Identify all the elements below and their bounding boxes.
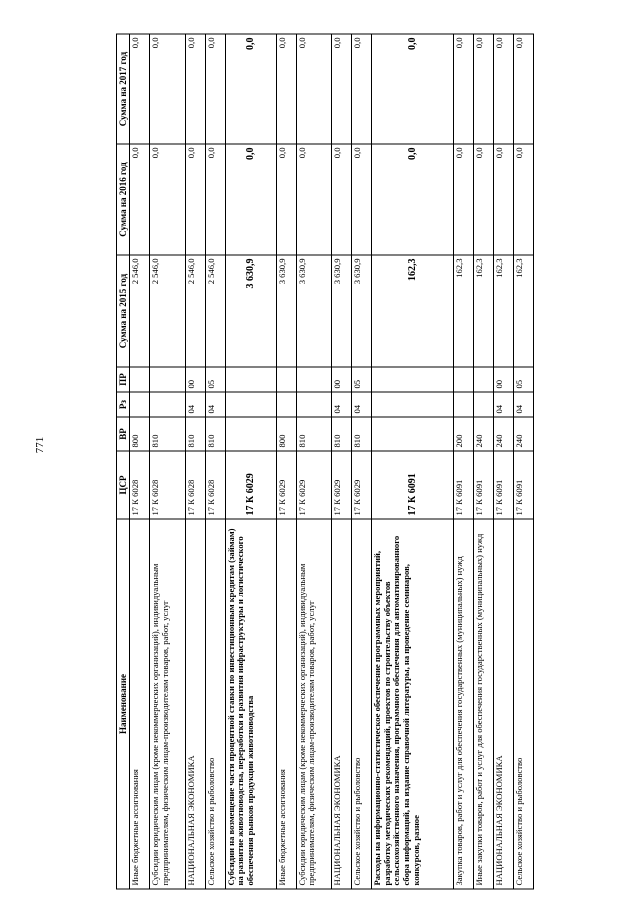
sum-2017-cell: 0,0 [453, 34, 473, 144]
rz-header: Рз [117, 392, 130, 417]
table-row [453, 34, 473, 889]
vr-cell: 810 [150, 417, 185, 451]
sum-2016-cell: 0,0 [150, 144, 185, 255]
sum-2016-cell: 0,0 [205, 144, 225, 255]
sum-2017-cell: 0,0 [205, 34, 225, 144]
sum-2016-header: Сумма на 2016 год [117, 144, 130, 255]
sum-2017-cell: 0,0 [185, 34, 205, 144]
sum-2015-cell: 2 546,0 [205, 255, 225, 367]
sum-2015-cell: 3 630,9 [296, 255, 331, 367]
name-cell: Иные бюджетные ассигнования [130, 519, 150, 889]
rz-cell: 04 [205, 392, 225, 417]
name-cell: Расходы на информационно-статистическое обеспечение программных мероприятий, разработку методических рекомендаций, проектов по строительству объектов сельскохозяйственного назначения, программного обеспечения для автоматизированного сбора информаций, на издание справочной литературы, на проведение семинаров, конкурсов, разное [372, 519, 453, 889]
sum-2017-cell: 0,0 [130, 34, 150, 144]
sum-2017-cell: 0,0 [296, 34, 331, 144]
vr-cell [225, 417, 276, 451]
sum-2017-cell: 0,0 [352, 34, 372, 144]
vr-cell: 810 [185, 417, 205, 451]
pr-cell: 00 [332, 367, 352, 392]
pr-cell [130, 367, 150, 392]
table-header [117, 34, 130, 889]
sum-2017-cell: 0,0 [513, 34, 533, 144]
pr-cell: 00 [493, 367, 513, 392]
csr-cell: 17 К 6091 [473, 451, 493, 519]
table-row [225, 34, 276, 889]
vr-cell: 240 [473, 417, 493, 451]
name-cell: Сельское хозяйство и рыболовство [513, 519, 533, 889]
vr-cell: 810 [205, 417, 225, 451]
pr-cell: 05 [352, 367, 372, 392]
header-row [117, 34, 130, 889]
name-cell: Иные закупки товаров, работ и услуг для обеспечения государственных (муниципальных) нужд [473, 519, 493, 889]
budget-table [116, 34, 534, 890]
table-row [372, 34, 453, 889]
vr-cell: 240 [513, 417, 533, 451]
sum-2017-cell: 0,0 [473, 34, 493, 144]
csr-cell: 17 К 6029 [225, 451, 276, 519]
rz-cell [225, 392, 276, 417]
rz-cell [276, 392, 296, 417]
name-cell: Иные бюджетные ассигнования [276, 519, 296, 889]
table-row [276, 34, 296, 889]
pr-cell [473, 367, 493, 392]
pr-cell [296, 367, 331, 392]
sum-2015-cell: 162,3 [473, 255, 493, 367]
sum-2017-cell: 0,0 [150, 34, 185, 144]
csr-header: ЦСР [117, 451, 130, 519]
sum-2017-cell: 0,0 [493, 34, 513, 144]
vr-cell: 810 [296, 417, 331, 451]
csr-cell: 17 К 6091 [372, 451, 453, 519]
sum-2015-cell: 3 630,9 [225, 255, 276, 367]
sum-2017-header: Сумма на 2017 год [117, 34, 130, 144]
vr-cell: 240 [493, 417, 513, 451]
sum-2016-cell: 0,0 [372, 144, 453, 255]
sum-2015-cell: 3 630,9 [276, 255, 296, 367]
rz-cell: 04 [352, 392, 372, 417]
rz-cell: 04 [185, 392, 205, 417]
name-cell: Субсидии на возмещение части процентной ставки по инвестиционным кредитам (займам) на развитие животноводства, переработки и развития инфраструктуры и логистического обеспечения рынков продукции животноводства [225, 519, 276, 889]
vr-cell: 810 [352, 417, 372, 451]
sum-2016-cell: 0,0 [352, 144, 372, 255]
table-body [130, 34, 534, 889]
csr-cell: 17 К 6091 [453, 451, 473, 519]
sum-2015-cell: 162,3 [513, 255, 533, 367]
csr-cell: 17 К 6029 [332, 451, 352, 519]
csr-cell: 17 К 6091 [513, 451, 533, 519]
pr-cell: 05 [205, 367, 225, 392]
pr-header: ПР [117, 367, 130, 392]
pr-cell: 00 [185, 367, 205, 392]
rz-cell [130, 392, 150, 417]
name-cell: Субсидии юридическим лицам (кроме некоммерческих организаций), индивидуальным предпринимателям, физическим лицам-производителям товаров, работ, услуг [296, 519, 331, 889]
vr-cell [372, 417, 453, 451]
sum-2015-cell: 162,3 [372, 255, 453, 367]
table-row [296, 34, 331, 889]
pr-cell [225, 367, 276, 392]
table-row [493, 34, 513, 889]
rz-cell: 04 [493, 392, 513, 417]
rotated-table-container [116, 35, 534, 890]
vr-cell: 800 [276, 417, 296, 451]
table-row [185, 34, 205, 889]
name-cell: НАЦИОНАЛЬНАЯ ЭКОНОМИКА [332, 519, 352, 889]
pr-cell [453, 367, 473, 392]
vr-header: ВР [117, 417, 130, 451]
csr-cell: 17 К 6029 [276, 451, 296, 519]
name-header: Наименование [117, 519, 130, 889]
table-row [332, 34, 352, 889]
name-cell: Субсидии юридическим лицам (кроме некоммерческих организаций), индивидуальным предпринимателям, физическим лицам-производителям товаров, работ, услуг [150, 519, 185, 889]
pr-cell [150, 367, 185, 392]
sum-2016-cell: 0,0 [473, 144, 493, 255]
sum-2016-cell: 0,0 [296, 144, 331, 255]
sum-2017-cell: 0,0 [276, 34, 296, 144]
sum-2015-header: Сумма на 2015 год [117, 255, 130, 367]
sum-2016-cell: 0,0 [332, 144, 352, 255]
vr-cell: 810 [332, 417, 352, 451]
sum-2015-cell: 2 546,0 [130, 255, 150, 367]
pr-cell [372, 367, 453, 392]
sum-2016-cell: 0,0 [453, 144, 473, 255]
sum-2015-cell: 3 630,9 [332, 255, 352, 367]
rz-cell [150, 392, 185, 417]
sum-2015-cell: 162,3 [453, 255, 473, 367]
sum-2015-cell: 2 546,0 [150, 255, 185, 367]
rz-cell [473, 392, 493, 417]
sum-2017-cell: 0,0 [332, 34, 352, 144]
sum-2015-cell: 162,3 [493, 255, 513, 367]
csr-cell: 17 К 6091 [493, 451, 513, 519]
sum-2015-cell: 2 546,0 [185, 255, 205, 367]
page-number: 771 [34, 436, 46, 454]
pr-cell [276, 367, 296, 392]
table-row [513, 34, 533, 889]
sum-2016-cell: 0,0 [185, 144, 205, 255]
sum-2016-cell: 0,0 [493, 144, 513, 255]
csr-cell: 17 К 6029 [296, 451, 331, 519]
table-row [205, 34, 225, 889]
name-cell: Сельское хозяйство и рыболовство [205, 519, 225, 889]
pr-cell: 05 [513, 367, 533, 392]
table-row [150, 34, 185, 889]
name-cell: НАЦИОНАЛЬНАЯ ЭКОНОМИКА [493, 519, 513, 889]
table-row [473, 34, 493, 889]
vr-cell: 800 [130, 417, 150, 451]
rz-cell: 04 [332, 392, 352, 417]
sum-2016-cell: 0,0 [513, 144, 533, 255]
sum-2016-cell: 0,0 [276, 144, 296, 255]
csr-cell: 17 К 6029 [352, 451, 372, 519]
name-cell: Сельское хозяйство и рыболовство [352, 519, 372, 889]
sum-2017-cell: 0,0 [225, 34, 276, 144]
csr-cell: 17 К 6028 [185, 451, 205, 519]
csr-cell: 17 К 6028 [205, 451, 225, 519]
sum-2015-cell: 3 630,9 [352, 255, 372, 367]
rz-cell [296, 392, 331, 417]
csr-cell: 17 К 6028 [130, 451, 150, 519]
csr-cell: 17 К 6028 [150, 451, 185, 519]
name-cell: Закупка товаров, работ и услуг для обеспечения государственных (муниципальных) нужд [453, 519, 473, 889]
table-row [130, 34, 150, 889]
sum-2016-cell: 0,0 [130, 144, 150, 255]
rz-cell [372, 392, 453, 417]
table-row [352, 34, 372, 889]
vr-cell: 200 [453, 417, 473, 451]
sum-2016-cell: 0,0 [225, 144, 276, 255]
name-cell: НАЦИОНАЛЬНАЯ ЭКОНОМИКА [185, 519, 205, 889]
rz-cell [453, 392, 473, 417]
sum-2017-cell: 0,0 [372, 34, 453, 144]
rz-cell: 04 [513, 392, 533, 417]
